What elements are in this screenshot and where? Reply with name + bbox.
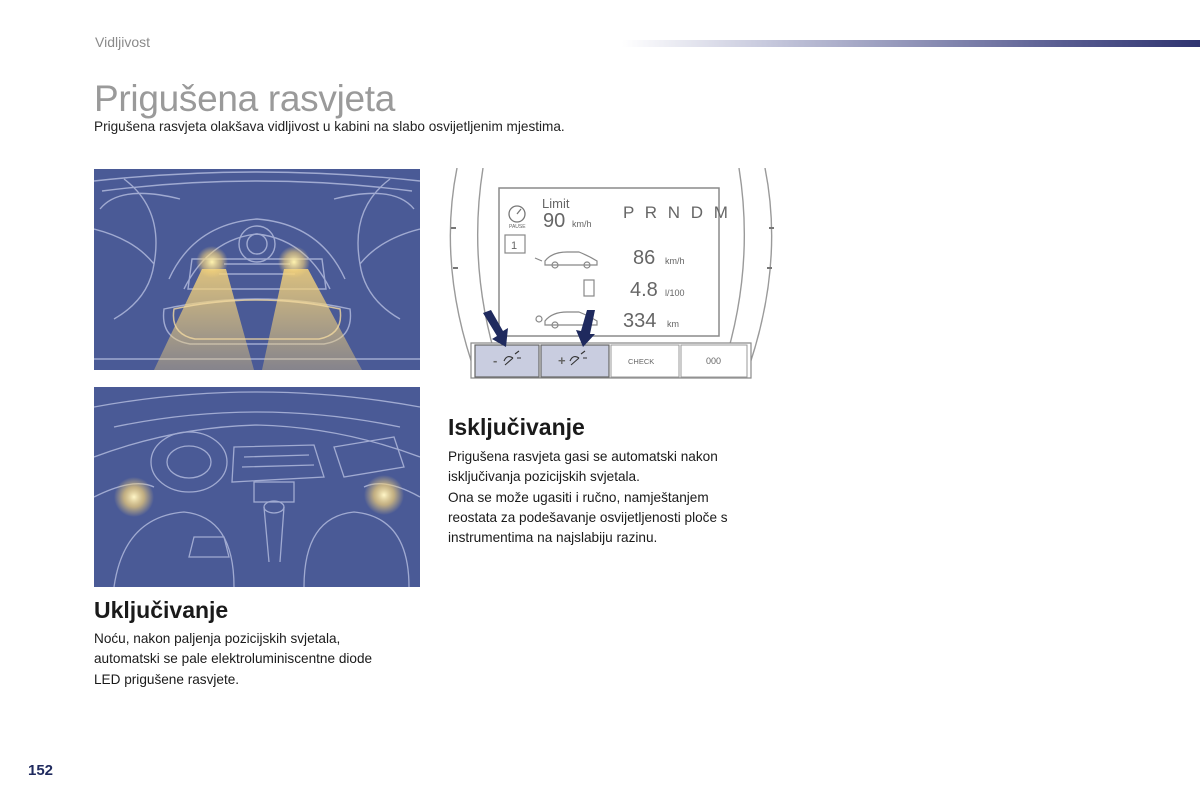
range-unit: km: [667, 319, 679, 329]
text-line: Noću, nakon paljenja pozicijskih svjetala,: [94, 631, 341, 646]
limit-unit: km/h: [572, 219, 592, 229]
roof-lights-illustration: [94, 169, 420, 370]
text-line: Ona se može ugasiti i ručno, namještanjem: [448, 489, 709, 505]
switch-on-heading: Uključivanje: [94, 597, 229, 623]
header-gradient-bar: [622, 40, 1200, 47]
reset-button[interactable]: [681, 345, 747, 377]
speed-value: 86: [633, 247, 656, 269]
dimmer-plus-button[interactable]: [541, 345, 609, 377]
text-line: Prigušena rasvjeta gasi se automatski nakon: [448, 449, 718, 464]
gear-selector: P R N D M: [623, 203, 731, 222]
intro-text: Prigušena rasvjeta olakšava vidljivost u kabini na slabo osvijetljenim mjestima.: [94, 119, 565, 134]
limit-value: 90: [543, 210, 566, 232]
check-button[interactable]: [611, 345, 679, 377]
cabin-lights-illustration: [94, 387, 420, 587]
range-value: 334: [623, 310, 657, 332]
page-number: 152: [28, 762, 54, 779]
gear-number: 1: [511, 240, 518, 252]
speed-unit: km/h: [665, 256, 685, 266]
switch-off-heading: Isključivanje: [448, 414, 585, 440]
text-line: reostata za podešavanje osvijetljenosti ploče s: [448, 509, 728, 525]
switch-off-text: [448, 447, 728, 548]
pause-label: PAUSE: [509, 224, 526, 230]
consumption-value: 4.8: [630, 279, 658, 301]
switch-on-text: [94, 629, 372, 690]
text-line: automatski se pale elektroluminiscentne diode: [94, 651, 373, 667]
text-line: LED prigušene rasvjete.: [94, 671, 240, 687]
text-line: isključivanja pozicijskih svjetala.: [448, 469, 640, 485]
text-line: instrumentima na najslabiju razinu.: [448, 530, 658, 546]
page-title: Prigušena rasvjeta: [94, 78, 396, 119]
plus-symbol: +: [558, 353, 566, 368]
reset-label: 000: [706, 356, 722, 366]
consumption-unit: l/100: [665, 288, 685, 298]
minus-symbol: -: [493, 353, 498, 368]
dimmer-minus-button[interactable]: [475, 345, 539, 377]
instrument-cluster-illustration: [447, 168, 775, 398]
section-label: Vidljivost: [95, 34, 150, 50]
limit-label: Limit: [542, 196, 570, 211]
check-label: CHECK: [628, 357, 655, 366]
